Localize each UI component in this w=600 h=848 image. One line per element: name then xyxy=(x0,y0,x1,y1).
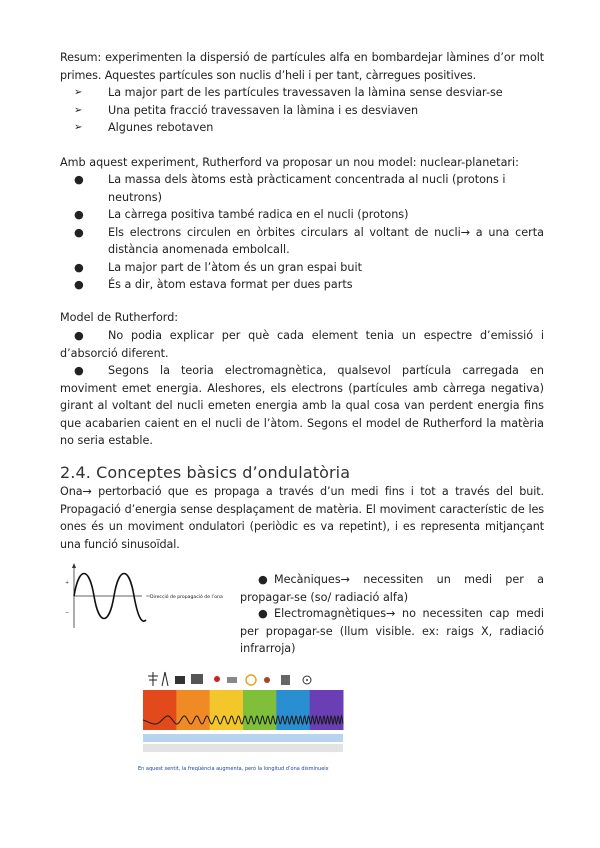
model-point-1: ● No podia explicar per què cada element tenia un espectre d’emissió i d’absorció diferent. xyxy=(60,329,544,360)
spectrum-caption: En aquest sentit, la freqüència augmenta, però la longitud d’ona disminueix xyxy=(138,766,329,772)
microwave-icon xyxy=(227,677,237,683)
sine-wave-figure xyxy=(62,562,234,640)
list-item: ➢ Una petita fracció travessaven la làmina i es desviaven xyxy=(60,102,544,120)
electromagnetic-spectrum-figure xyxy=(133,668,351,776)
bullet-icon: ● xyxy=(258,573,268,586)
person-icon xyxy=(214,676,220,682)
section-heading: 2.4. Conceptes bàsics d’ondulatòria xyxy=(60,463,351,482)
spectrum-band xyxy=(176,690,210,730)
list-item: ● La càrrega positiva també radica en el nucli (protons) xyxy=(60,206,544,224)
axis-arrow-icon xyxy=(72,563,76,568)
xray-icon xyxy=(281,675,290,685)
list-item: ➢ Algunes rebotaven xyxy=(60,119,544,137)
spectrum-bands xyxy=(143,690,344,730)
bullet-icon: ● xyxy=(74,225,84,239)
arrow-bullet-icon: ➢ xyxy=(74,122,83,133)
bullet-icon: ● xyxy=(74,364,84,377)
spectrum-band xyxy=(210,690,244,730)
section-paragraph: Ona→ pertorbació que es propaga a través d’un medi fins i tot a través del buit. Propagació d’energia sense desplaçament de matèria. El moviment característic de les ones és un moviment ondulatori (periòdic es va repetint), i es representa mitjançant una funció sinusoïdal. xyxy=(60,485,544,551)
wavelength-scale-band xyxy=(143,744,343,752)
resum-paragraph: Resum: experimenten la dispersió de partícules alfa en bombardejar làmines d’or molt primes. Aquestes partícules son nuclis d’heli i per tant, càrregues positives. xyxy=(60,51,544,82)
list-item: ● Els electrons circulen en òrbites circulars al voltant de nucli→ a una certa distància anomenada embolcall. xyxy=(74,225,544,256)
resum-list xyxy=(60,84,544,137)
wave-type-mechanical: ● Mecàniques→ necessiten un medi per a propagar-se (so/ radiació alfa) xyxy=(240,573,544,604)
arrow-bullet-icon: ➢ xyxy=(74,104,83,116)
sine-wave-line xyxy=(74,574,146,622)
wave-direction-label: Direcció de propagació de l’ona xyxy=(150,595,223,600)
bullet-icon: ● xyxy=(74,278,84,291)
plus-sign: + xyxy=(65,580,70,586)
spectrum-band xyxy=(143,690,177,730)
tv-icon xyxy=(191,674,203,684)
list-item: ● La massa dels àtoms està pràcticament concentrada al nucli (protons i neutrons) xyxy=(74,173,506,204)
experiment-list xyxy=(60,171,544,294)
bulb-icon xyxy=(264,677,270,683)
experiment-intro: Amb aquest experiment, Rutherford va proposar un nou model: nuclear-planetari: xyxy=(60,156,519,169)
model-point-2: ● Segons la teoria electromagnètica, qualsevol partícula carregada en moviment emet energia. Aleshores, els electrons (partícules amb càrrega negativa) girant al voltant del nucli emeten energia amb la qual cosa van perdent energia fins que acabarien caient en el nucli de l’àtom. Segons el model de Rutherford la matèria no seria estable. xyxy=(60,364,544,447)
bullet-icon: ● xyxy=(74,208,84,221)
minus-sign: − xyxy=(65,610,70,616)
model-title: Model de Rutherford: xyxy=(60,311,179,324)
bullet-icon: ● xyxy=(74,329,84,342)
frequency-scale-band xyxy=(143,734,343,742)
bullet-icon: ● xyxy=(258,607,268,620)
radio-icon xyxy=(175,676,185,684)
bullet-icon: ● xyxy=(74,260,84,274)
arrow-bullet-icon: ➢ xyxy=(74,87,83,98)
bullet-icon: ● xyxy=(74,173,84,186)
list-item: ● És a dir, àtom estava format per dues parts xyxy=(60,276,544,294)
list-item: ● La major part de l’àtom és un gran espai buit xyxy=(60,259,544,277)
spectrum-band xyxy=(276,690,310,730)
list-item: ➢ La major part de les partícules travessaven la làmina sense desviar-se xyxy=(60,84,544,102)
wave-type-electromagnetic: ● Electromagnètiques→ no necessiten cap medi per propagar-se (llum visible. ex: raigs X, radiació infrarroja) xyxy=(240,607,544,655)
